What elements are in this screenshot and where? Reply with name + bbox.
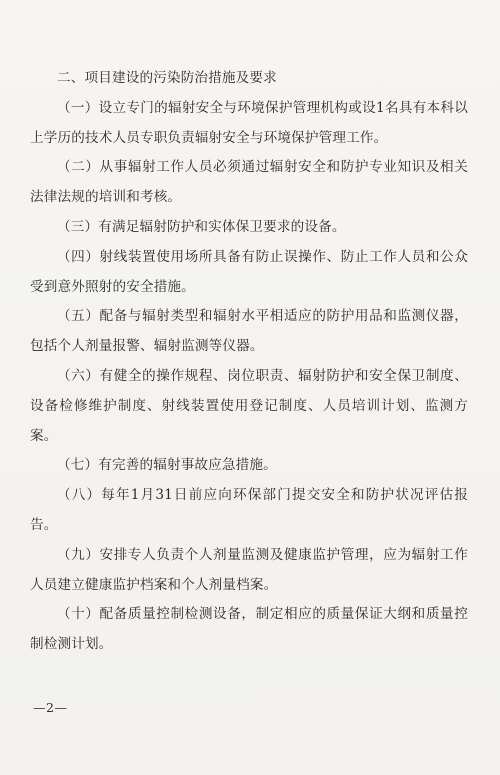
document-body — [30, 64, 468, 660]
paragraph-8: （八）每年1月31日前应向环保部门提交安全和防护状况评估报告。 — [30, 487, 468, 533]
paragraph-7: （七）有完善的辐射事故应急措施。 — [57, 457, 277, 474]
paragraph-2: （二）从事辐射工作人员必须通过辐射安全和防护专业知识及相关法律法规的培训和考核。 — [30, 159, 468, 206]
paragraph-3: （三）有满足辐射防护和实体保卫要求的设备。 — [57, 218, 346, 235]
paragraph-4: （四）射线装置使用场所具备有防止误操作、防止工作人员和公众受到意外照射的安全措施。 — [30, 248, 468, 295]
paragraph-5: （五）配备与辐射类型和辐射水平相适应的防护用品和监测仪器，包括个人剂量报警、辐射监测等仪器。 — [30, 308, 468, 355]
paragraph-1: （一）设立专门的辐射安全与环境保护管理机构或设1名具有本科以上学历的技术人员专职负责辐射安全与环境保护管理工作。 — [30, 99, 468, 146]
section-heading: 二、项目建设的污染防治措施及要求 — [57, 70, 277, 86]
paragraph-10: （十）配备质量控制检测设备，制定相应的质量保证大纲和质量控制检测计划。 — [30, 606, 468, 653]
page-number: —2— — [33, 700, 68, 715]
paragraph-6: （六）有健全的操作规程、岗位职责、辐射防护和安全保卫制度、设备检修维护制度、射线装置使用登记制度、人员培训计划、监测方案。 — [30, 367, 468, 444]
paragraph-9: （九）安排专人负责个人剂量监测及健康监护管理，应为辐射工作人员建立健康监护档案和个人剂量档案。 — [30, 546, 468, 593]
